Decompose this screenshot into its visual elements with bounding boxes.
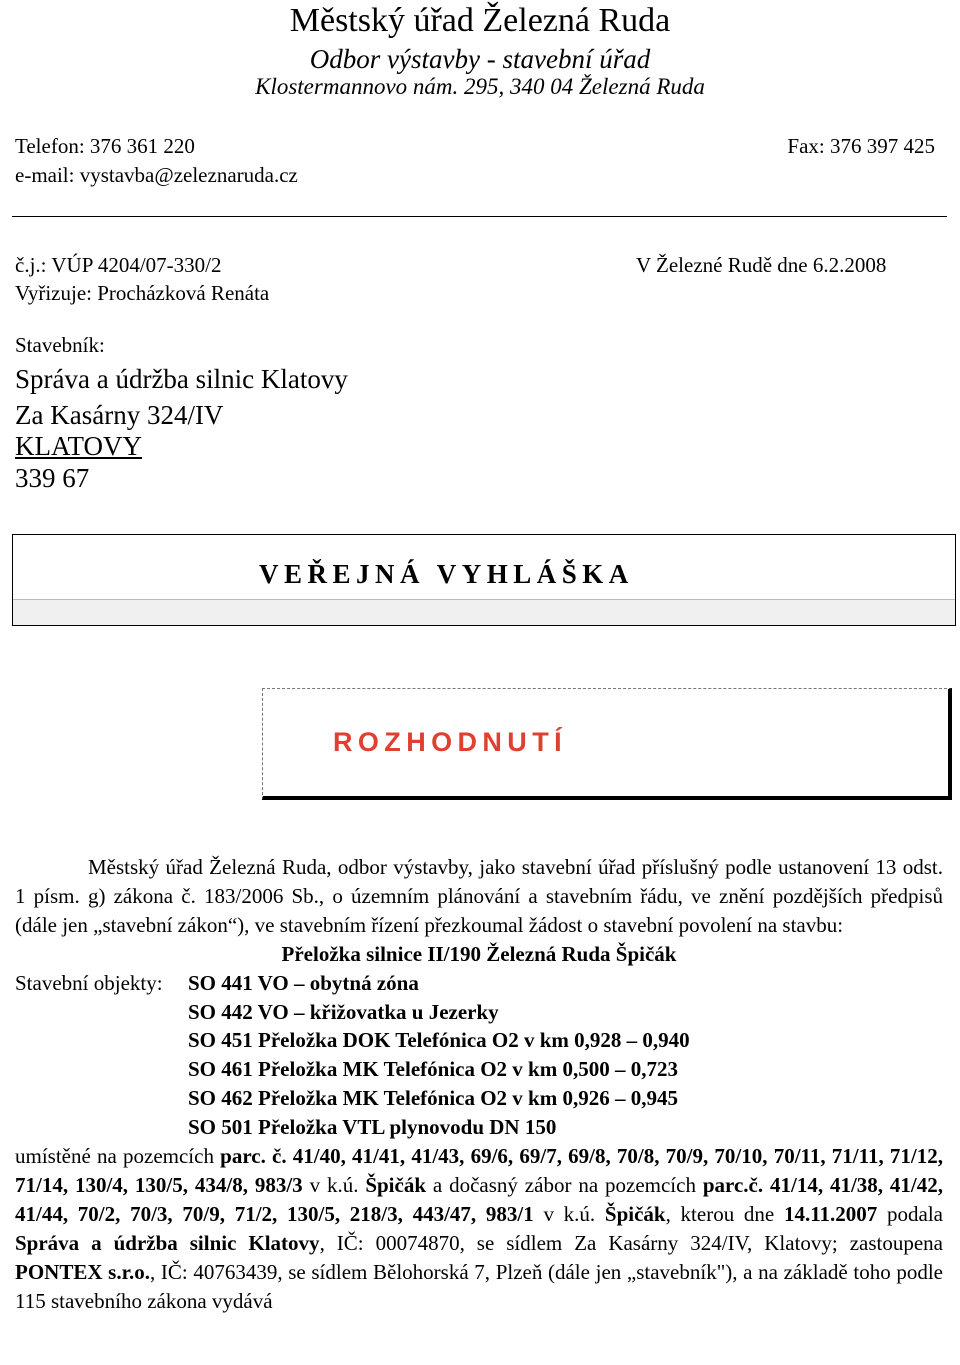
decision-body [15,853,943,1316]
email-address: e-mail: vystavba@zeleznaruda.cz [15,163,298,187]
intro-paragraph: Městský úřad Železná Ruda, odbor výstavby, jako stavební úřad příslušný podle ustanovení 13 odst. 1 písm. g) zákona č. 183/2006 Sb., o územním plánování a stavebním řádu, ve znění pozdějších předpisů (dále jen „stavební zákon“), ve stavebním řízení přezkoumal žádost o stavební povolení na stavbu: [15,855,943,937]
header-divider [12,216,947,217]
object-item: SO 442 VO – křižovatka u Jezerky [188,999,499,1024]
public-notice-title: VEŘEJNÁ VYHLÁŠKA [259,559,634,589]
object-item: SO 501 Přeložka VTL plynovodu DN 150 [188,1115,557,1140]
builder-city: KLATOVY [15,431,142,461]
public-notice-banner [12,534,956,626]
builder-name: Správa a údržba silnic Klatovy [15,364,348,394]
decision-title: ROZHODNUTÍ [333,727,567,757]
reference-number: č.j.: VÚP 4204/07-330/2 [15,253,222,277]
builder-street: Za Kasárny 324/IV [15,400,224,430]
place-and-date: V Železné Rudě dne 6.2.2008 [636,253,887,277]
builder-zip: 339 67 [15,463,90,493]
object-item: SO 441 VO – obytná zóna [188,970,419,995]
handled-by: Vyřizuje: Procházková Renáta [15,281,270,305]
phone-number: Telefon: 376 361 220 [15,134,195,158]
object-item: SO 451 Přeložka DOK Telefónica O2 v km 0,928 – 0,940 [188,1028,690,1053]
objects-label: Stavební objekty: [15,970,163,995]
object-item: SO 461 Přeložka MK Telefónica O2 v km 0,500 – 0,723 [188,1057,678,1082]
office-subtitle: Odbor výstavby - stavební úřad [309,44,651,74]
project-name: Přeložka silnice II/190 Železná Ruda Špičák [281,941,677,966]
parcels-paragraph: umístěné na pozemcích parc. č. 41/40, 41/41, 41/43, 69/6, 69/7, 69/8, 70/8, 70/9, 70/10, 70/11, 71/11, 71/12, 71/14, 130/4, 130/5, 434/8, 983/3 v k.ú. Špičák a dočasný zábor na pozemcích parc.č. 41/14, 41/38, 41/42, 41/44, 70/2, 70/3, 70/9, 71/2, 130/5, 218/3, 443/47, 983/1 v k.ú. Špičák, kterou dne 14.11.2007 podala Správa a údržba silnic Klatovy, IČ: 00074870, se sídlem Za Kasárny 324/IV, Klatovy; zastoupena PONTEX s.r.o., IČ: 40763439, se sídlem Bělohorská 7, Plzeň (dále jen „stavebník"), a na základě toho podle 115 stavebního zákona vydává [15,1144,944,1313]
office-address: Klostermannovo nám. 295, 340 04 Železná Ruda [255,74,705,99]
decision-box [262,688,952,800]
fax-number: Fax: 376 397 425 [787,134,935,158]
builder-label: Stavebník: [15,333,105,357]
object-item: SO 462 Přeložka MK Telefónica O2 v km 0,926 – 0,945 [188,1086,678,1111]
office-title: Městský úřad Železná Ruda [289,2,671,39]
objects-row [15,969,943,998]
